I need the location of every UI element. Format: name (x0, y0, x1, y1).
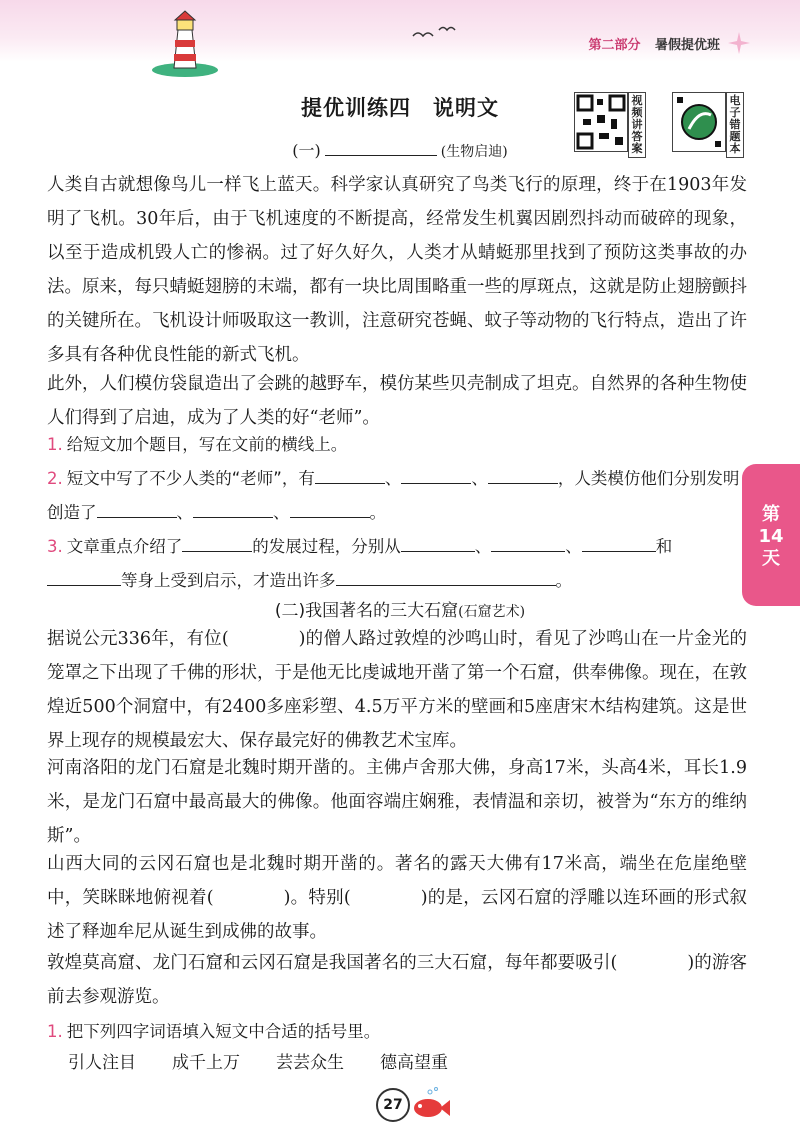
day-tab-prefix: 第 (762, 504, 780, 525)
answer-blank[interactable] (336, 567, 556, 586)
section1-number: (一) (292, 141, 321, 160)
answer-blank[interactable] (47, 567, 121, 586)
page-number: 27 (376, 1088, 410, 1122)
title-answer-blank[interactable] (325, 141, 437, 156)
question-3 (47, 530, 747, 598)
paragraph-text: )的僧人路过敦煌的沙鸣山时，看见了沙鸣山在一片金光的笼罩之下出现了千佛的形状，于是他无比虔诚地开凿了第一个石窟，供奉佛像。现在，在敦煌近500个洞窟中，有2400多座彩塑、4.5万平方米的壁画和5座唐宋木结构建筑。这是世界上现存的规模最宏大、保存最完好的佛教艺术宝库。 (47, 629, 747, 751)
title-sub: 说明文 (433, 96, 499, 120)
separator: 、 (273, 503, 290, 522)
separator: 、 (565, 537, 582, 556)
passage-paragraph (47, 946, 747, 1014)
question-text: 文章重点介绍了 (66, 537, 183, 556)
header-course: 暑假提优班 (654, 38, 720, 53)
question-number: 2. (47, 469, 63, 488)
answer-blank[interactable] (488, 465, 558, 484)
passage-paragraph (47, 622, 747, 758)
section1-tag: (生物启迪) (440, 144, 508, 160)
paragraph-text: )的游客前去参观游览。 (47, 953, 748, 1007)
section2-question-1 (47, 1015, 747, 1049)
question-2 (47, 462, 747, 530)
section2-heading (0, 596, 800, 621)
word-bank-item: 德高望重 (380, 1053, 448, 1073)
passage-paragraph (47, 847, 747, 949)
section2-title: (二)我国著名的三大石窟 (274, 601, 459, 621)
separator: 、 (384, 469, 402, 488)
section1-heading (0, 138, 800, 161)
birds-icon (405, 22, 465, 42)
separator: 、 (474, 537, 492, 556)
answer-blank[interactable] (182, 533, 252, 552)
answer-blank[interactable] (401, 465, 471, 484)
question-text: 给短文加个题目，写在文前的横线上。 (66, 435, 348, 454)
header-label (588, 34, 720, 53)
question-number: 3. (47, 537, 63, 556)
question-number: 1. (47, 1022, 63, 1041)
answer-blank[interactable] (491, 533, 565, 552)
title-main: 提优训练四 (301, 96, 411, 120)
question-number: 1. (47, 435, 63, 454)
day-tab (742, 464, 800, 606)
paragraph-text: )的是，云冈石窟的浮雕以连环画的形式叙述了释迦牟尼从诞生到成佛的故事。 (47, 888, 748, 942)
day-tab-number: 14 (758, 526, 784, 547)
answer-blank[interactable] (582, 533, 656, 552)
paragraph-text: 据说公元336年，有位( (47, 629, 229, 649)
separator: 、 (176, 503, 193, 522)
passage-paragraph: 人类自古就想像鸟儿一样飞上蓝天。科学家认真研究了鸟类飞行的原理，终于在1903年发明了飞机。30年后，由于飞机速度的不断提高，经常发生机翼因剧烈抖动而破碎的现象，以至于造成机毁人亡的惨祸。过了好久好久，人类才从蜻蜓那里找到了预防这类事故的办法。原来，每只蜻蜓翅膀的末端，都有一块比周围略重一些的厚斑点，这就是防止翅膀颤抖的关键所在。飞机设计师吸取这一教训，注意研究苍蝇、蚊子等动物的飞行特点，造出了许多具有各种优良性能的新式飞机。 (47, 175, 747, 365)
answer-blank[interactable] (97, 499, 177, 518)
fish-icon (408, 1086, 452, 1122)
passage-paragraph: 此外，人们模仿袋鼠造出了会跳的越野车，模仿某些贝壳制成了坦克。自然界的各种生物使人们得到了启迪，成为了人类的好“老师”。 (47, 374, 747, 428)
period: 。 (555, 571, 572, 590)
separator: 、 (471, 469, 488, 488)
answer-blank[interactable] (401, 533, 475, 552)
question-text: 等身上受到启示，才造出许多 (121, 571, 336, 590)
passage-paragraph: 河南洛阳的龙门石窟是北魏时期开凿的。主佛卢舍那大佛，身高17米，头高4米，耳长1.9米，是龙门石窟中最高最大的佛像。他面容端庄娴雅，表情温和亲切，被誉为“东方的维纳斯”。 (47, 758, 747, 846)
paragraph-text: )。特别( (283, 888, 351, 908)
answer-blank[interactable] (315, 465, 385, 484)
answer-blank[interactable] (193, 499, 273, 518)
header-part: 第二部分 (588, 38, 641, 53)
word-bank-item: 芸芸众生 (276, 1053, 344, 1073)
word-bank-item: 引人注目 (68, 1053, 136, 1073)
word-bank (68, 1048, 484, 1073)
section2-tag: (石窟艺术) (458, 604, 526, 620)
question-text: 的发展过程，分别从 (252, 537, 401, 556)
paragraph-text: 敦煌莫高窟、龙门石窟和云冈石窟是我国著名的三大石窟，每年都要吸引( (47, 953, 618, 973)
paragraph-text: 山西大同的云冈石窟也是北魏时期开凿的。著名的露天大佛有17米高，端坐在危崖绝壁中，笑眯眯地俯视着( (47, 854, 747, 908)
word-bank-item: 成千上万 (172, 1053, 240, 1073)
qr-label-video: 视频讲答案 (628, 92, 646, 158)
day-tab-suffix: 天 (762, 548, 780, 569)
qr-label-notebook: 电子错题本 (726, 92, 744, 158)
question-text: ，人类模仿他们分别发明创造了 (47, 469, 740, 522)
conjunction: 和 (655, 537, 673, 556)
period: 。 (369, 503, 386, 522)
answer-blank[interactable] (290, 499, 370, 518)
question-text: 把下列四字词语填入短文中合适的括号里。 (66, 1022, 381, 1041)
sparkle-icon (726, 30, 752, 56)
question-1 (47, 428, 747, 462)
question-text: 短文中写了不少人类的“老师”，有 (66, 469, 315, 488)
lighthouse-icon (150, 8, 220, 78)
